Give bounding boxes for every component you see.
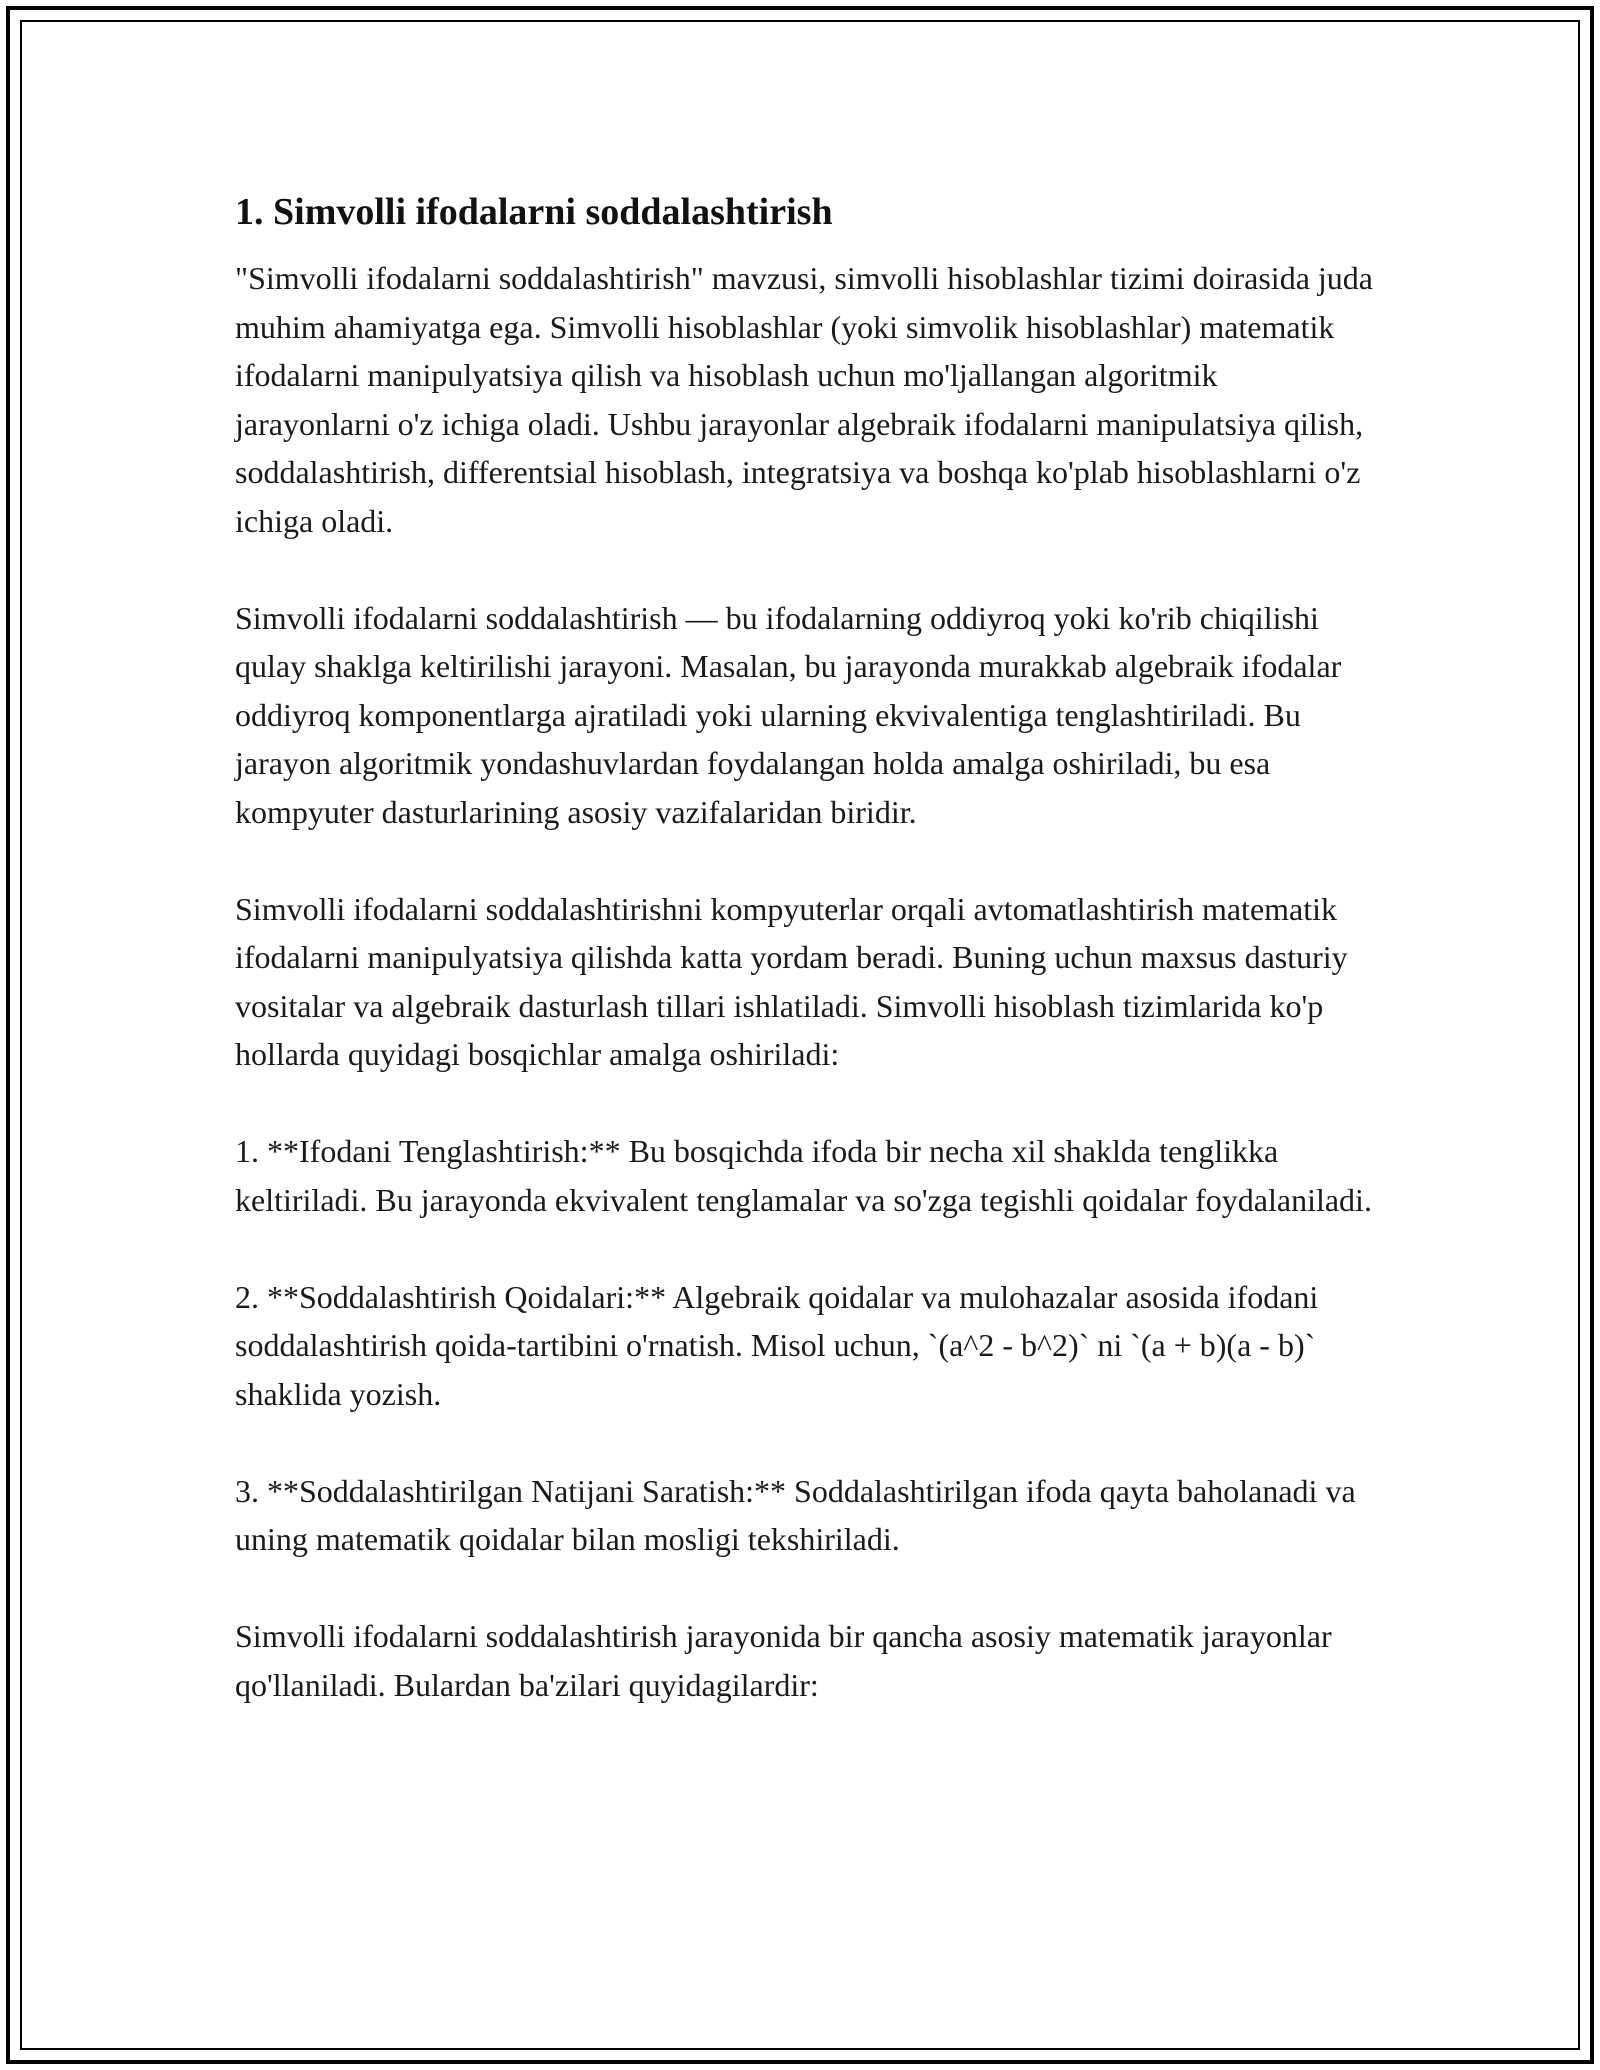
paragraph-definition: Simvolli ifodalarni soddalashtirish — bu ifodalarning oddiyroq yoki ko'rib chiqilishi qulay shaklga keltirilishi jarayoni. Masalan, bu jarayonda murakkab algebraik ifodalar oddiyroq komponentlarga ajratiladi yoki ularning ekvivalentiga tenglashtiriladi. Bu jarayon algoritmik yondashuvlardan foydalangan holda amalga oshiriladi, bu esa kompyuter dasturlarining asosiy vazifalaridan biridir.: [235, 599, 1342, 830]
list-item-step-1: 1. **Ifodani Tenglashtirish:** Bu bosqichda ifoda bir necha xil shaklda tenglikka keltiriladi. Bu jarayonda ekvivalent tenglamalar va so'zga tegishli qoidalar foydalaniladi.: [235, 1133, 1372, 1218]
list-item-step-2: 2. **Soddalashtirish Qoidalari:** Algebraik qoidalar va mulohazalar asosida ifodani soddalashtirish qoida-tartibini o'rnatish. Misol uchun, `(a^2 - b^2)` ni `(a + b)(a - b)` shaklida yozish.: [235, 1278, 1319, 1412]
section-title: 1. Simvolli ifodalarni soddalashtirish: [235, 191, 833, 233]
paragraph-automation: Simvolli ifodalarni soddalashtirishni kompyuterlar orqali avtomatlashtirish matematik ifodalarni manipulyatsiya qilishda katta yordam beradi. Buning uchun maxsus dasturiy vositalar va algebraik dasturlash tillari ishlatiladi. Simvolli hisoblash tizimlarida ko'p hollarda quyidagi bosqichlar amalga oshiriladi:: [235, 890, 1348, 1072]
document-body: [235, 182, 1375, 1709]
paragraph-intro: "Simvolli ifodalarni soddalashtirish" mavzusi, simvolli hisoblashlar tizimi doirasida juda muhim ahamiyatga ega. Simvolli hisoblashlar (yoki simvolik hisoblashlar) matematik ifodalarni manipulyatsiya qilish va hisoblash uchun mo'ljallangan algoritmik jarayonlarni o'z ichiga oladi. Ushbu jarayonlar algebraik ifodalarni manipulatsiya qilish, soddalashtirish, differentsial hisoblash, integratsiya va boshqa ko'plab hisoblashlarni o'z ichiga oladi.: [235, 260, 1373, 539]
list-item-step-3: 3. **Soddalashtirilgan Natijani Saratish:** Soddalashtirilgan ifoda qayta baholanadi va uning matematik qoidalar bilan mosligi tekshiriladi.: [235, 1472, 1356, 1557]
paragraph-closing: Simvolli ifodalarni soddalashtirish jarayonida bir qancha asosiy matematik jarayonlar qo'llaniladi. Bulardan ba'zilari quyidagilardir:: [235, 1618, 1332, 1703]
